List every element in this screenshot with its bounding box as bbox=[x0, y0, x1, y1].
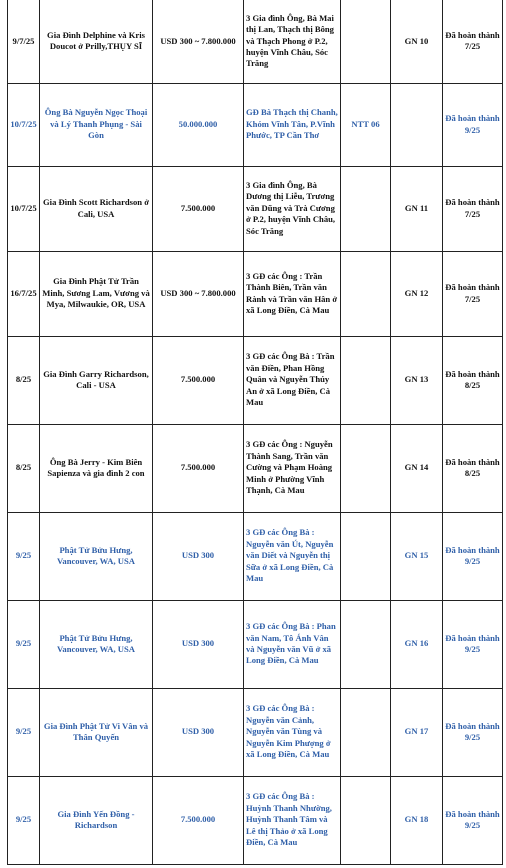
amount-cell: 7.500.000 bbox=[153, 336, 244, 424]
donor-cell: Gia Đình Garry Richardson, Cali - USA bbox=[40, 336, 153, 424]
status-cell: Đã hoàn thành 9/25 bbox=[443, 83, 503, 166]
table-row bbox=[8, 83, 503, 166]
code-cell bbox=[341, 600, 391, 688]
status-cell: Đã hoàn thành 7/25 bbox=[443, 251, 503, 336]
table-row bbox=[8, 166, 503, 251]
amount-cell: 7.500.000 bbox=[153, 776, 244, 864]
date-cell: 9/7/25 bbox=[8, 0, 40, 83]
date-cell: 9/25 bbox=[8, 776, 40, 864]
date-cell: 16/7/25 bbox=[8, 251, 40, 336]
table-row bbox=[8, 424, 503, 512]
status-cell: Đã hoàn thành 9/25 bbox=[443, 600, 503, 688]
code-cell bbox=[341, 336, 391, 424]
code-cell bbox=[341, 0, 391, 83]
date-cell: 10/7/25 bbox=[8, 83, 40, 166]
code-cell bbox=[341, 512, 391, 600]
table-row bbox=[8, 600, 503, 688]
group-cell: GN 10 bbox=[391, 0, 443, 83]
code-cell: NTT 06 bbox=[341, 83, 391, 166]
date-cell: 9/25 bbox=[8, 688, 40, 776]
donor-cell: Gia Đình Delphine và Kris Doucot ở Prilly,THỤY SĨ bbox=[40, 0, 153, 83]
group-cell: GN 14 bbox=[391, 424, 443, 512]
amount-cell: USD 300 ~ 7.800.000 bbox=[153, 251, 244, 336]
recipient-cell: 3 GĐ các Ông : Nguyễn Thành Sang, Trần văn Cường và Phạm Hoàng Minh ở Phường Vĩnh Thạnh, Cà Mau bbox=[244, 424, 341, 512]
recipient-cell: 3 GĐ các Ông Bà : Nguyễn văn Cảnh, Nguyễn văn Tùng và Nguyễn Kim Phượng ở xã Long Điền, Cà Mau bbox=[244, 688, 341, 776]
group-cell: GN 12 bbox=[391, 251, 443, 336]
donor-cell: Ông Bà Nguyễn Ngọc Thoại và Lý Thanh Phụng - Sài Gòn bbox=[40, 83, 153, 166]
recipient-cell: 3 GĐ các Ông Bà : Huỳnh Thanh Nhường, Huỳnh Thanh Tâm và Lê thị Thảo ở xã Long Điền, Cà Mau bbox=[244, 776, 341, 864]
recipient-cell: 3 Gia đình Ông, Bà Dương thị Liễu, Trương văn Dũng và Trà Cương ở P.2, huyện Vĩnh Châu, Sóc Trăng bbox=[244, 166, 341, 251]
donor-cell: Gia Đình Phật Tử Trần Minh, Sương Lam, Vương và Mya, Milwaukie, OR, USA bbox=[40, 251, 153, 336]
donor-cell: Phật Tử Bửu Hưng, Vancouver, WA, USA bbox=[40, 600, 153, 688]
table-row bbox=[8, 0, 503, 83]
recipient-cell: 3 Gia đình Ông, Bà Mai thị Lan, Thạch thị Bông và Thạch Phong ở P.2, huyện Vĩnh Châu, Sóc Trăng bbox=[244, 0, 341, 83]
recipient-cell: GĐ Bà Thạch thị Chanh, Khóm Vĩnh Tân, P.Vĩnh Phước, TP Cần Thơ bbox=[244, 83, 341, 166]
table-row bbox=[8, 688, 503, 776]
code-cell bbox=[341, 251, 391, 336]
recipient-cell: 3 GĐ các Ông : Trần Thành Biên, Trần văn Rành và Trần văn Hân ở xã Long Điền, Cà Mau bbox=[244, 251, 341, 336]
group-cell: GN 13 bbox=[391, 336, 443, 424]
status-cell: Đã hoàn thành 7/25 bbox=[443, 166, 503, 251]
date-cell: 9/25 bbox=[8, 600, 40, 688]
donor-cell: Ông Bà Jerry - Kim Biên Sapienza và gia đình 2 con bbox=[40, 424, 153, 512]
amount-cell: USD 300 bbox=[153, 600, 244, 688]
status-cell: Đã hoàn thành 8/25 bbox=[443, 336, 503, 424]
amount-cell: USD 300 bbox=[153, 512, 244, 600]
amount-cell: 50.000.000 bbox=[153, 83, 244, 166]
date-cell: 10/7/25 bbox=[8, 166, 40, 251]
status-cell: Đã hoàn thành 8/25 bbox=[443, 424, 503, 512]
status-cell: Đã hoàn thành 9/25 bbox=[443, 688, 503, 776]
group-cell: GN 16 bbox=[391, 600, 443, 688]
amount-cell: USD 300 bbox=[153, 688, 244, 776]
amount-cell: USD 300 ~ 7.800.000 bbox=[153, 0, 244, 83]
donor-cell: Gia Đình Phật Tử Vi Vân và Thân Quyến bbox=[40, 688, 153, 776]
group-cell bbox=[391, 83, 443, 166]
table-row bbox=[8, 776, 503, 864]
recipient-cell: 3 GĐ các Ông Bà : Nguyễn văn Út, Nguyễn văn Diết và Nguyễn thị Sữa ở xã Long Điền, Cà Mau bbox=[244, 512, 341, 600]
date-cell: 9/25 bbox=[8, 512, 40, 600]
group-cell: GN 15 bbox=[391, 512, 443, 600]
code-cell bbox=[341, 776, 391, 864]
table-row bbox=[8, 512, 503, 600]
code-cell bbox=[341, 166, 391, 251]
group-cell: GN 11 bbox=[391, 166, 443, 251]
amount-cell: 7.500.000 bbox=[153, 424, 244, 512]
donation-table bbox=[7, 0, 503, 865]
donor-cell: Phật Tử Bửu Hưng, Vancouver, WA, USA bbox=[40, 512, 153, 600]
date-cell: 8/25 bbox=[8, 424, 40, 512]
recipient-cell: 3 GĐ các Ông Bà : Trần văn Điền, Phan Hồng Quân và Nguyễn Thúy An ở xã Long Điền, Cà Mau bbox=[244, 336, 341, 424]
group-cell: GN 17 bbox=[391, 688, 443, 776]
code-cell bbox=[341, 688, 391, 776]
code-cell bbox=[341, 424, 391, 512]
status-cell: Đã hoàn thành 9/25 bbox=[443, 776, 503, 864]
table-row bbox=[8, 336, 503, 424]
date-cell: 8/25 bbox=[8, 336, 40, 424]
donor-cell: Gia Đình Scott Richardson ở Cali, USA bbox=[40, 166, 153, 251]
recipient-cell: 3 GĐ các Ông Bà : Phan văn Nam, Tô Ánh Vân và Nguyễn văn Vũ ở xã Long Điền, Cà Mau bbox=[244, 600, 341, 688]
group-cell: GN 18 bbox=[391, 776, 443, 864]
amount-cell: 7.500.000 bbox=[153, 166, 244, 251]
status-cell: Đã hoàn thành 9/25 bbox=[443, 512, 503, 600]
status-cell: Đã hoàn thành 7/25 bbox=[443, 0, 503, 83]
table-row bbox=[8, 251, 503, 336]
donor-cell: Gia Đình Yến Đồng - Richardson bbox=[40, 776, 153, 864]
